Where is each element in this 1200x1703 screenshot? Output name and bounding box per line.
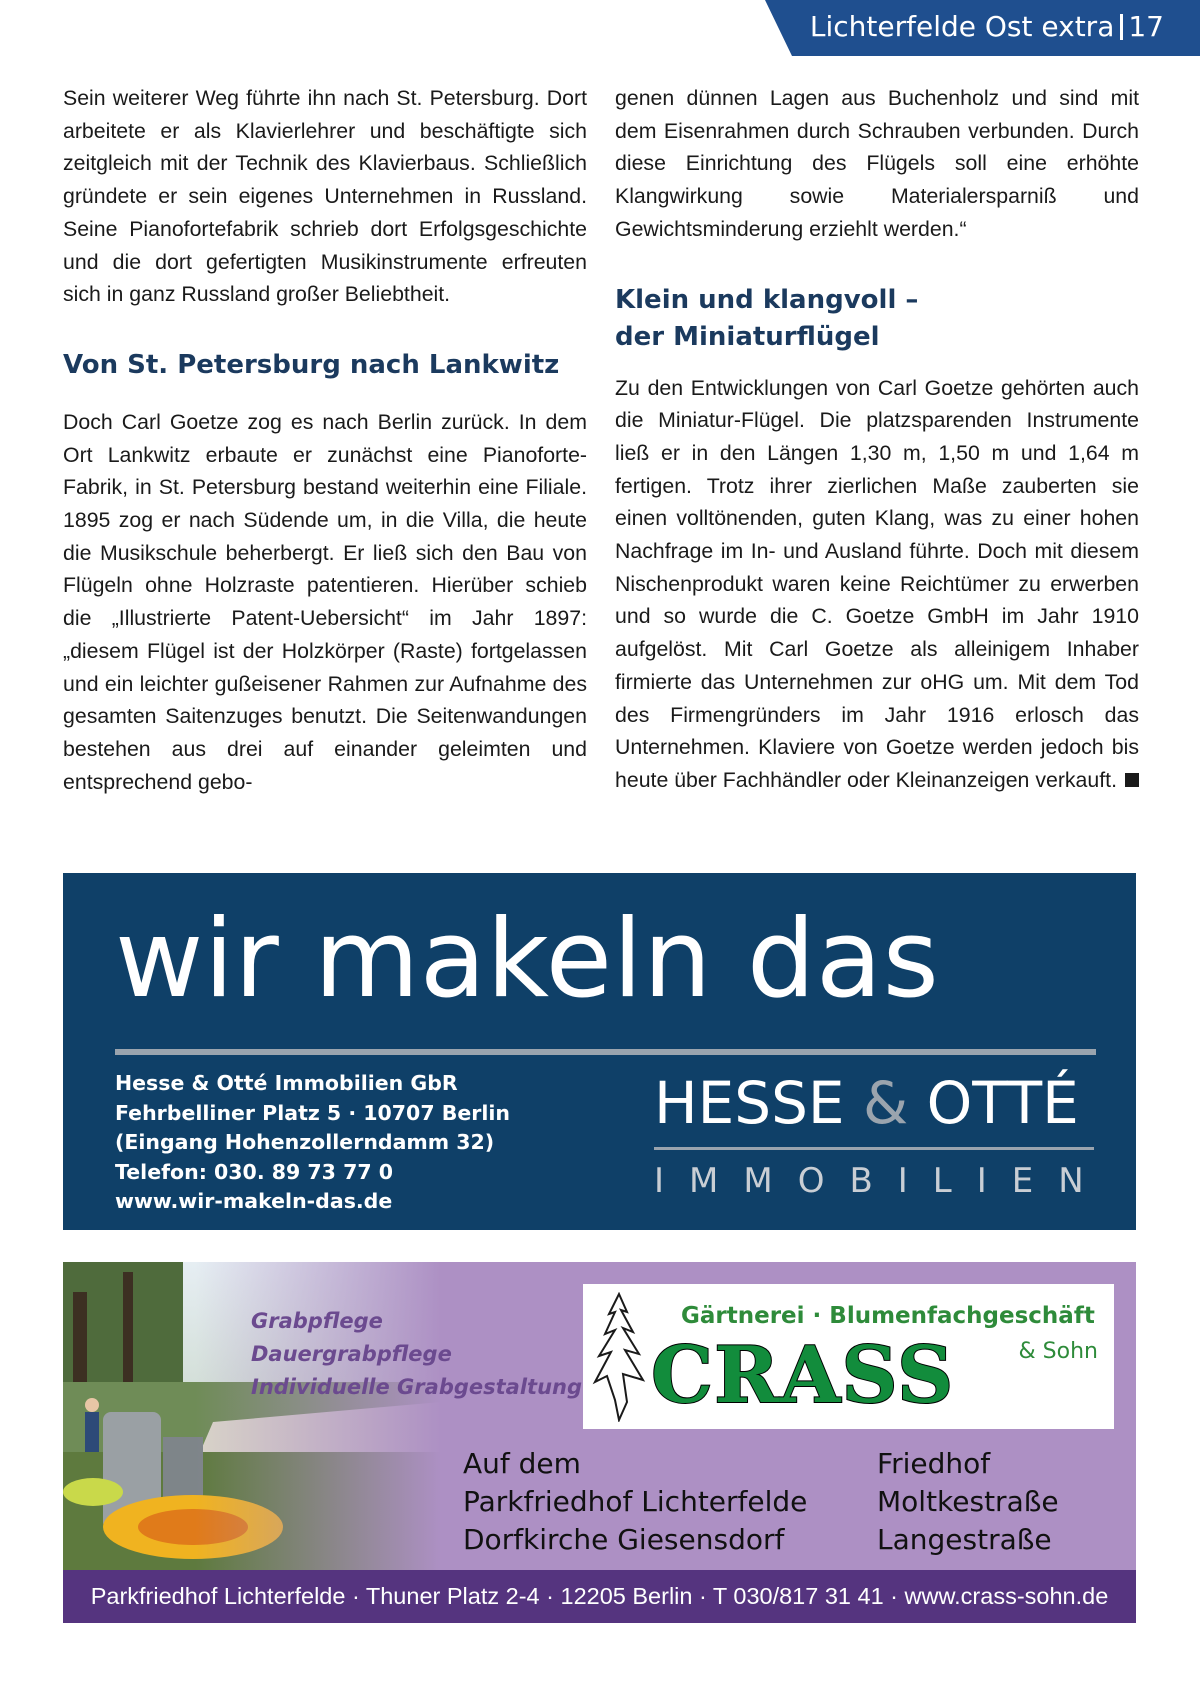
article-paragraph: genen dünnen Lagen aus Buchenholz und sind mit dem Eisenrahmen durch Schrauben verbunden. Durch diese Einrichtung des Flügels soll eine erhöhte Klangwirkung sowie Materialersparniß und Gewichtsminderung erziehlt werden.“ (615, 86, 1139, 241)
crass-contact-footer[interactable]: Parkfriedhof Lichterfelde · Thuner Platz 2-4 · 12205 Berlin · T 030/817 31 41 · www.crass-sohn.de (63, 1570, 1136, 1623)
business-type: Gärtnerei · Blumenfachgeschäft (681, 1303, 1095, 1329)
brand-suffix: & Sohn (1018, 1339, 1098, 1364)
tree-icon (587, 1292, 651, 1422)
location-line: Parkfriedhof Lichterfelde (463, 1485, 808, 1518)
ad-headline: wir makeln das (115, 897, 940, 1022)
article-column-left (63, 82, 587, 798)
location-line: Langestraße (877, 1523, 1052, 1556)
page-header (810, 10, 1164, 43)
locations-right (877, 1445, 1059, 1559)
service-item: Grabpflege (251, 1309, 383, 1333)
phone-number: Telefon: 030. 89 73 77 0 (115, 1159, 394, 1184)
location-line: Friedhof (877, 1447, 991, 1480)
logo-wordmark: HESSE & OTTÉ (654, 1069, 1079, 1137)
crass-advertisement[interactable] (63, 1262, 1136, 1623)
ad-divider (115, 1049, 1096, 1055)
article-paragraph (615, 372, 1139, 797)
company-name: Hesse & Otté Immobilien GbR (115, 1071, 458, 1095)
location-line: Dorfkirche Giesensdorf (463, 1523, 785, 1556)
logo-subtitle: IMMOBILIEN (654, 1161, 1109, 1201)
ad-address-block (115, 1069, 510, 1217)
website-link[interactable]: www.wir-makeln-das.de (115, 1189, 393, 1213)
service-item: Individuelle Grabgestaltung (251, 1375, 583, 1399)
crass-logo-box (583, 1284, 1114, 1429)
header-divider (1120, 14, 1123, 40)
logo-rule (654, 1147, 1094, 1150)
paragraph-text: Zu den Entwicklungen von Carl Goetze gehörten auch die Miniatur-Flügel. Die platzsparenden Instrumente ließ er in den Längen 1,30 m, 1,50 m und 1,64 m fertigen. Trotz ihrer zierlichen Maße zauberten sie einen volltönenden, guten Klang, was zu einer hohen Nachfrage im In- und Ausland führte. Doch mit diesem Nischenprodukt waren keine Reichtümer zu erwerben und so wurde die C. Goetze GmbH im Jahr 1910 aufgelöst. Mit Carl Goetze als alleinigem Inhaber firmierte das Unternehmen zur oHG um. Mit dem Tod des Firmengründers im Jahr 1916 erlosch das Unternehmen. Klaviere von Goetze werden jedoch bis heute über Fachhändler oder Kleinanzeigen verkauft. (615, 375, 1139, 792)
heading-line: Klein und klangvoll – (615, 284, 919, 315)
article-paragraph: Sein weiterer Weg führte ihn nach St. Petersburg. Dort arbeitete er als Klavierlehrer und beschäftigte sich zeitgleich mit der Technik des Klavierbaus. Schließlich gründete er sein eigenes Unternehmen in Russland. Seine Pianofortefabrik schrieb dort Erfolgsgeschichte und die dort gefertigten Musikinstrumente erfreuten sich in ganz Russland großer Beliebtheit. (63, 86, 587, 307)
article-paragraph: Doch Carl Goetze zog es nach Berlin zurück. In dem Ort Lankwitz erbaute er zunächst eine Pianoforte-Fabrik, in St. Petersburg bestand weiterhin eine Filiale. 1895 zog er nach Südende um, in die Villa, die heute die Musikschule beherbergt. Er ließ sich den Bau von Flügeln ohne Holzraste patentieren. Hierüber schieb die „Illustrierte Patent-Uebersicht“ im Jahr 1897: „diesem Flügel ist der Holzkörper (Raste) fortgelassen und ein leichter gußeisener Rahmen zur Aufnahme des gesamten Saitenzuges benutzt. Die Seitenwandungen bestehen aus drei auf einander geleimten und entsprechend gebo- (63, 409, 587, 794)
section-heading (615, 282, 1139, 356)
locations-left (463, 1445, 807, 1559)
section-heading: Von St. Petersburg nach Lankwitz (63, 349, 560, 380)
service-item: Dauergrabpflege (251, 1342, 452, 1366)
section-title: Lichterfelde Ost extra (809, 10, 1115, 43)
article-column-right (615, 82, 1139, 797)
street-address: Fehrbelliner Platz 5 · 10707 Berlin (115, 1100, 511, 1125)
crass-wordmark: CRASS (651, 1330, 955, 1421)
page-number: 17 (1128, 10, 1164, 43)
end-of-article-mark (1125, 773, 1139, 787)
entrance-note: (Eingang Hohenzollerndamm 32) (115, 1130, 495, 1154)
hesse-otte-logo (654, 1069, 1109, 1219)
location-line: Moltkestraße (877, 1485, 1059, 1518)
heading-line: der Miniaturflügel (615, 321, 880, 352)
location-line: Auf dem (463, 1447, 581, 1480)
hesse-otte-advertisement[interactable] (63, 873, 1136, 1230)
